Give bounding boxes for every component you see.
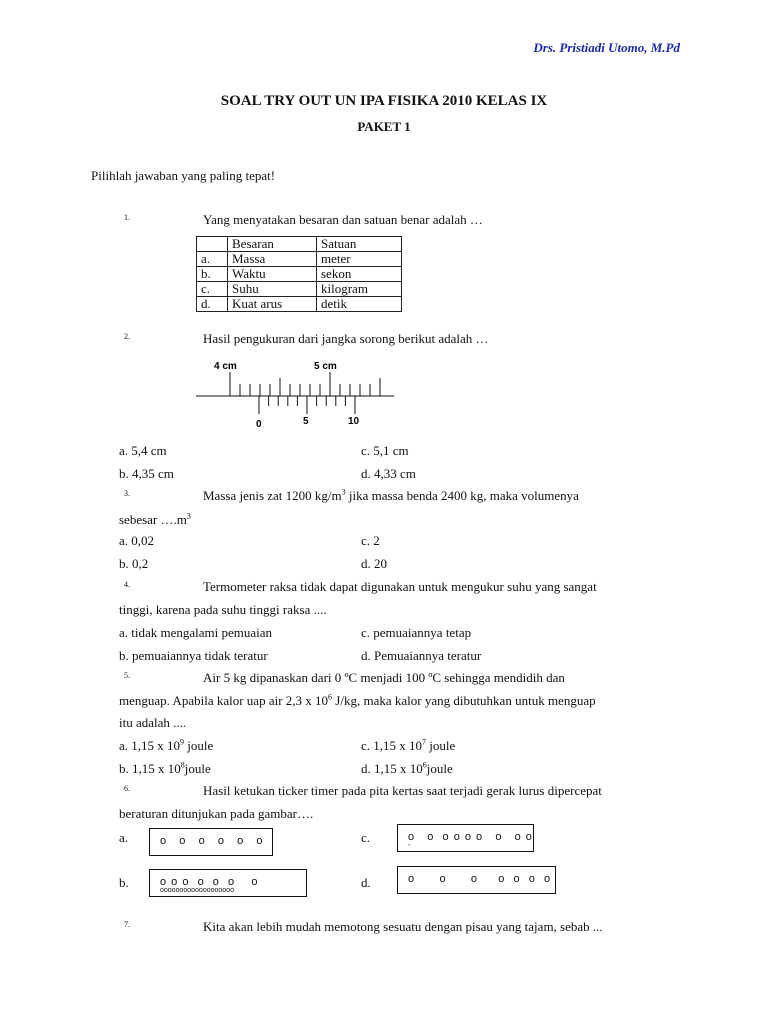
table-row (197, 252, 402, 267)
question-2-text: Hasil pengukuran dari jangka sorong berikut adalah … (203, 331, 489, 346)
superscript: 8 (180, 760, 185, 770)
question-5-option-c (361, 738, 455, 754)
superscript: 3 (186, 511, 191, 521)
question-2-option-b: b. 4,35 cm (119, 466, 174, 481)
table-cell: Kuat arus (228, 297, 317, 312)
option-text: a. 1,15 x 10 (119, 738, 181, 753)
table-cell: sekon (317, 267, 402, 282)
question-4-line1: Termometer raksa tidak dapat digunakan untuk mengukur suhu yang sangat (203, 579, 597, 594)
superscript: 7 (422, 737, 427, 747)
ticker-tape-a (149, 828, 273, 856)
question-3-line2 (119, 512, 191, 528)
question-3-option-d: d. 20 (361, 556, 387, 571)
table-cell: meter (317, 252, 402, 267)
table-header-row (197, 237, 402, 252)
question-1-table (196, 236, 402, 312)
tape-dots: o o o o o o o o o (408, 831, 533, 843)
question-3-number: 3. (124, 489, 130, 498)
table-cell: kilogram (317, 282, 402, 297)
main-scale-label-4cm: 4 cm (214, 361, 237, 372)
question-2-option-d: d. 4,33 cm (361, 466, 416, 481)
table-row (197, 297, 402, 312)
question-5-line3: itu adalah .... (119, 715, 187, 730)
question-1-text: Yang menyatakan besaran dan satuan benar adalah … (203, 212, 483, 227)
table-cell: d. (197, 297, 228, 312)
question-5-line1: Air 5 kg dipanaskan dari 0 ºC menjadi 100 ºC sehingga mendidih dan (203, 670, 565, 685)
question-6-option-a-label: a. (119, 830, 129, 845)
ticker-tape-d (397, 866, 556, 894)
tape-dots: o o o o o o o (408, 873, 552, 885)
page-title: SOAL TRY OUT UN IPA FISIKA 2010 KELAS IX (220, 93, 548, 109)
superscript: 3 (341, 487, 346, 497)
question-6-line1: Hasil ketukan ticker timer pada pita kertas saat terjadi gerak lurus dipercepat (203, 783, 602, 798)
question-6-option-d-label: d. (361, 875, 371, 890)
table-cell (197, 237, 228, 252)
question-5-number: 5. (124, 671, 130, 680)
question-6-option-b-label: b. (119, 875, 129, 890)
question-2-option-c: c. 5,1 cm (361, 443, 409, 458)
ticker-tape-c (397, 824, 534, 852)
tape-dots: o o o o o o o (160, 876, 259, 888)
question-1-number: 1. (124, 213, 130, 222)
option-text: joule (184, 738, 214, 753)
option-text: joule (426, 738, 456, 753)
table-cell: Waktu (228, 267, 317, 282)
tape-dots-small: ooooooooooooooooooo (160, 887, 234, 894)
question-4-option-b: b. pemuaiannya tidak teratur (119, 648, 268, 663)
question-3-text-part: jika massa benda 2400 kg, maka volumenya (345, 488, 579, 503)
question-7-number: 7. (124, 920, 130, 929)
question-3-option-c: c. 2 (361, 533, 380, 548)
table-header-besaran: Besaran (228, 237, 317, 252)
question-6-option-c-label: c. (361, 830, 371, 845)
table-cell: c. (197, 282, 228, 297)
question-4-option-a: a. tidak mengalami pemuaian (119, 625, 273, 640)
question-4-line2: tinggi, karena pada suhu tinggi raksa .... (119, 602, 327, 617)
option-text: b. 1,15 x 10 (119, 761, 181, 776)
table-cell: b. (197, 267, 228, 282)
question-4-option-d: d. Pemuaiannya teratur (361, 648, 482, 663)
superscript: 9 (180, 737, 185, 747)
vernier-label-0: 0 (256, 419, 262, 430)
question-6-number: 6. (124, 784, 130, 793)
author-name: Drs. Pristiadi Utomo, M.Pd (533, 40, 680, 55)
table-cell: detik (317, 297, 402, 312)
main-scale-label-5cm: 5 cm (314, 361, 337, 372)
tape-dots-small: - (408, 842, 411, 849)
question-3-text (203, 488, 579, 504)
option-text: c. 1,15 x 10 (361, 738, 423, 753)
question-6-line2: beraturan ditunjukan pada gambar…. (119, 806, 314, 821)
vernier-caliper-figure (190, 352, 400, 432)
question-5-text-part: J/kg, maka kalor yang dibutuhkan untuk menguap (332, 693, 596, 708)
instruction: Pilihlah jawaban yang paling tepat! (91, 168, 276, 183)
table-row (197, 267, 402, 282)
main-scale-ticks (230, 372, 380, 396)
superscript: 6 (328, 692, 333, 702)
vernier-label-10: 10 (348, 416, 360, 427)
question-4-option-c: c. pemuaiannya tetap (361, 625, 472, 640)
option-text: joule (184, 761, 211, 776)
vernier-scale-ticks (259, 396, 355, 414)
table-cell: a. (197, 252, 228, 267)
question-2-option-a: a. 5,4 cm (119, 443, 167, 458)
paket-label: PAKET 1 (357, 119, 411, 134)
table-row (197, 282, 402, 297)
table-header-satuan: Satuan (317, 237, 402, 252)
question-5-option-b (119, 761, 211, 777)
tape-dots: o o o o o o (160, 835, 264, 847)
question-5-option-d (361, 761, 453, 777)
question-7-text: Kita akan lebih mudah memotong sesuatu dengan pisau yang tajam, sebab ... (203, 919, 603, 934)
question-5-option-a (119, 738, 213, 754)
question-2-number: 2. (124, 332, 130, 341)
superscript: 6 (422, 760, 427, 770)
vernier-label-5: 5 (303, 416, 309, 427)
question-3-option-b: b. 0,2 (119, 556, 149, 571)
table-cell: Suhu (228, 282, 317, 297)
table-cell: Massa (228, 252, 317, 267)
question-4-number: 4. (124, 580, 130, 589)
question-3-option-a: a. 0,02 (119, 533, 155, 548)
question-5-line2 (119, 693, 596, 709)
option-text: joule (426, 761, 453, 776)
question-3-text-part: sebesar ….m (119, 512, 187, 527)
option-text: d. 1,15 x 10 (361, 761, 423, 776)
question-5-text-part: menguap. Apabila kalor uap air 2,3 x 10 (119, 693, 329, 708)
question-3-text-part: Massa jenis zat 1200 kg/m (203, 488, 342, 503)
ticker-tape-b (149, 869, 307, 897)
